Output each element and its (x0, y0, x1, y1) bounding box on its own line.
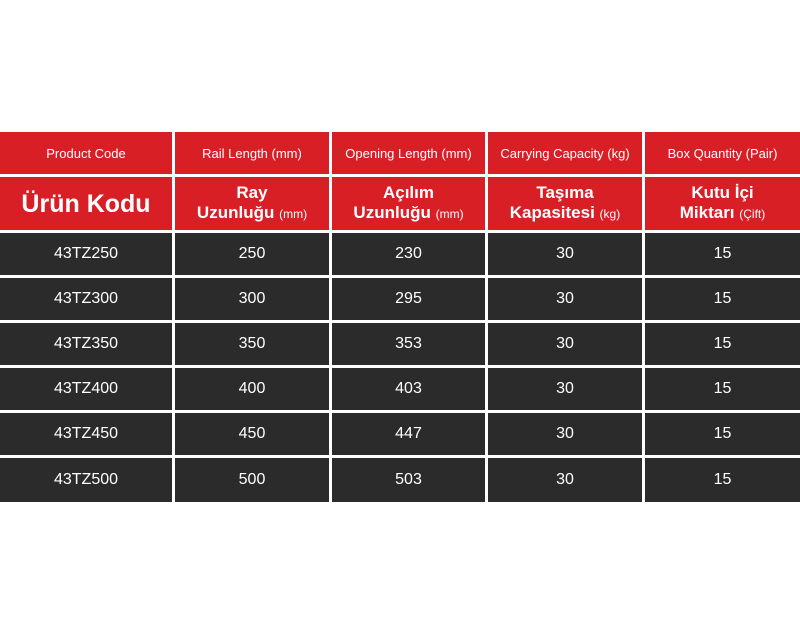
header-acilim-line1: Açılım (382, 183, 434, 202)
header-carrying-capacity: Carrying Capacity (kg) (488, 132, 645, 177)
header-product-code: Product Code (0, 132, 175, 177)
header-tasima-line2: Kapasitesi (509, 203, 595, 222)
header-tasima-kapasitesi-text (510, 183, 620, 224)
cell-product-code: 43TZ300 (0, 278, 175, 323)
cell-opening-length: 353 (332, 323, 488, 368)
cell-opening-length: 447 (332, 413, 488, 458)
cell-carrying-capacity: 30 (488, 458, 645, 505)
cell-box-quantity: 15 (645, 413, 800, 458)
header-urun-kodu-text: Ürün Kodu (21, 189, 151, 218)
cell-opening-length: 503 (332, 458, 488, 505)
header-ray-line2: Uzunluğu (196, 203, 275, 222)
product-spec-table (0, 132, 800, 505)
header-ray-uzunlugu-text (197, 183, 307, 224)
cell-product-code: 43TZ250 (0, 233, 175, 278)
header-ray-line2-wrap (197, 203, 307, 224)
table-body (0, 233, 800, 505)
cell-carrying-capacity: 30 (488, 413, 645, 458)
cell-rail-length: 250 (175, 233, 332, 278)
cell-product-code: 43TZ450 (0, 413, 175, 458)
cell-rail-length: 400 (175, 368, 332, 413)
header-acilim-line2-wrap (353, 203, 463, 224)
cell-rail-length: 300 (175, 278, 332, 323)
header-acilim-line2: Uzunluğu (353, 203, 431, 222)
header-ray-line1: Ray (236, 183, 268, 202)
header-kutu-ici-miktari (645, 177, 800, 233)
cell-product-code: 43TZ400 (0, 368, 175, 413)
cell-opening-length: 295 (332, 278, 488, 323)
header-kutu-line2: Miktarı (679, 203, 735, 222)
cell-product-code: 43TZ350 (0, 323, 175, 368)
cell-box-quantity: 15 (645, 233, 800, 278)
cell-opening-length: 230 (332, 233, 488, 278)
header-ray-uzunlugu (175, 177, 332, 233)
table-row (0, 368, 800, 413)
header-acilim-uzunlugu-text (353, 183, 463, 224)
header-urun-kodu (0, 177, 175, 233)
cell-rail-length: 450 (175, 413, 332, 458)
header-acilim-unit: (mm) (435, 207, 464, 221)
header-row-turkish (0, 177, 800, 233)
table-row (0, 233, 800, 278)
header-tasima-line2-wrap (510, 203, 620, 224)
header-kutu-unit: (Çift) (739, 207, 766, 221)
header-kutu-line2-wrap (680, 203, 766, 224)
table-row (0, 323, 800, 368)
cell-rail-length: 350 (175, 323, 332, 368)
table-row (0, 413, 800, 458)
cell-carrying-capacity: 30 (488, 233, 645, 278)
cell-opening-length: 403 (332, 368, 488, 413)
header-box-quantity: Box Quantity (Pair) (645, 132, 800, 177)
header-acilim-uzunlugu (332, 177, 488, 233)
table-row (0, 278, 800, 323)
header-kutu-ici-miktari-text (680, 183, 766, 224)
header-tasima-unit: (kg) (599, 207, 621, 221)
header-kutu-line1: Kutu İçi (691, 183, 754, 202)
cell-carrying-capacity: 30 (488, 278, 645, 323)
cell-box-quantity: 15 (645, 458, 800, 505)
cell-box-quantity: 15 (645, 323, 800, 368)
header-opening-length: Opening Length (mm) (332, 132, 488, 177)
header-tasima-line1: Taşıma (536, 183, 594, 202)
header-row-english (0, 132, 800, 177)
cell-carrying-capacity: 30 (488, 368, 645, 413)
cell-carrying-capacity: 30 (488, 323, 645, 368)
header-tasima-kapasitesi (488, 177, 645, 233)
cell-product-code: 43TZ500 (0, 458, 175, 505)
header-ray-unit: (mm) (279, 207, 308, 221)
cell-box-quantity: 15 (645, 368, 800, 413)
cell-rail-length: 500 (175, 458, 332, 505)
cell-box-quantity: 15 (645, 278, 800, 323)
table-row (0, 458, 800, 505)
header-rail-length: Rail Length (mm) (175, 132, 332, 177)
